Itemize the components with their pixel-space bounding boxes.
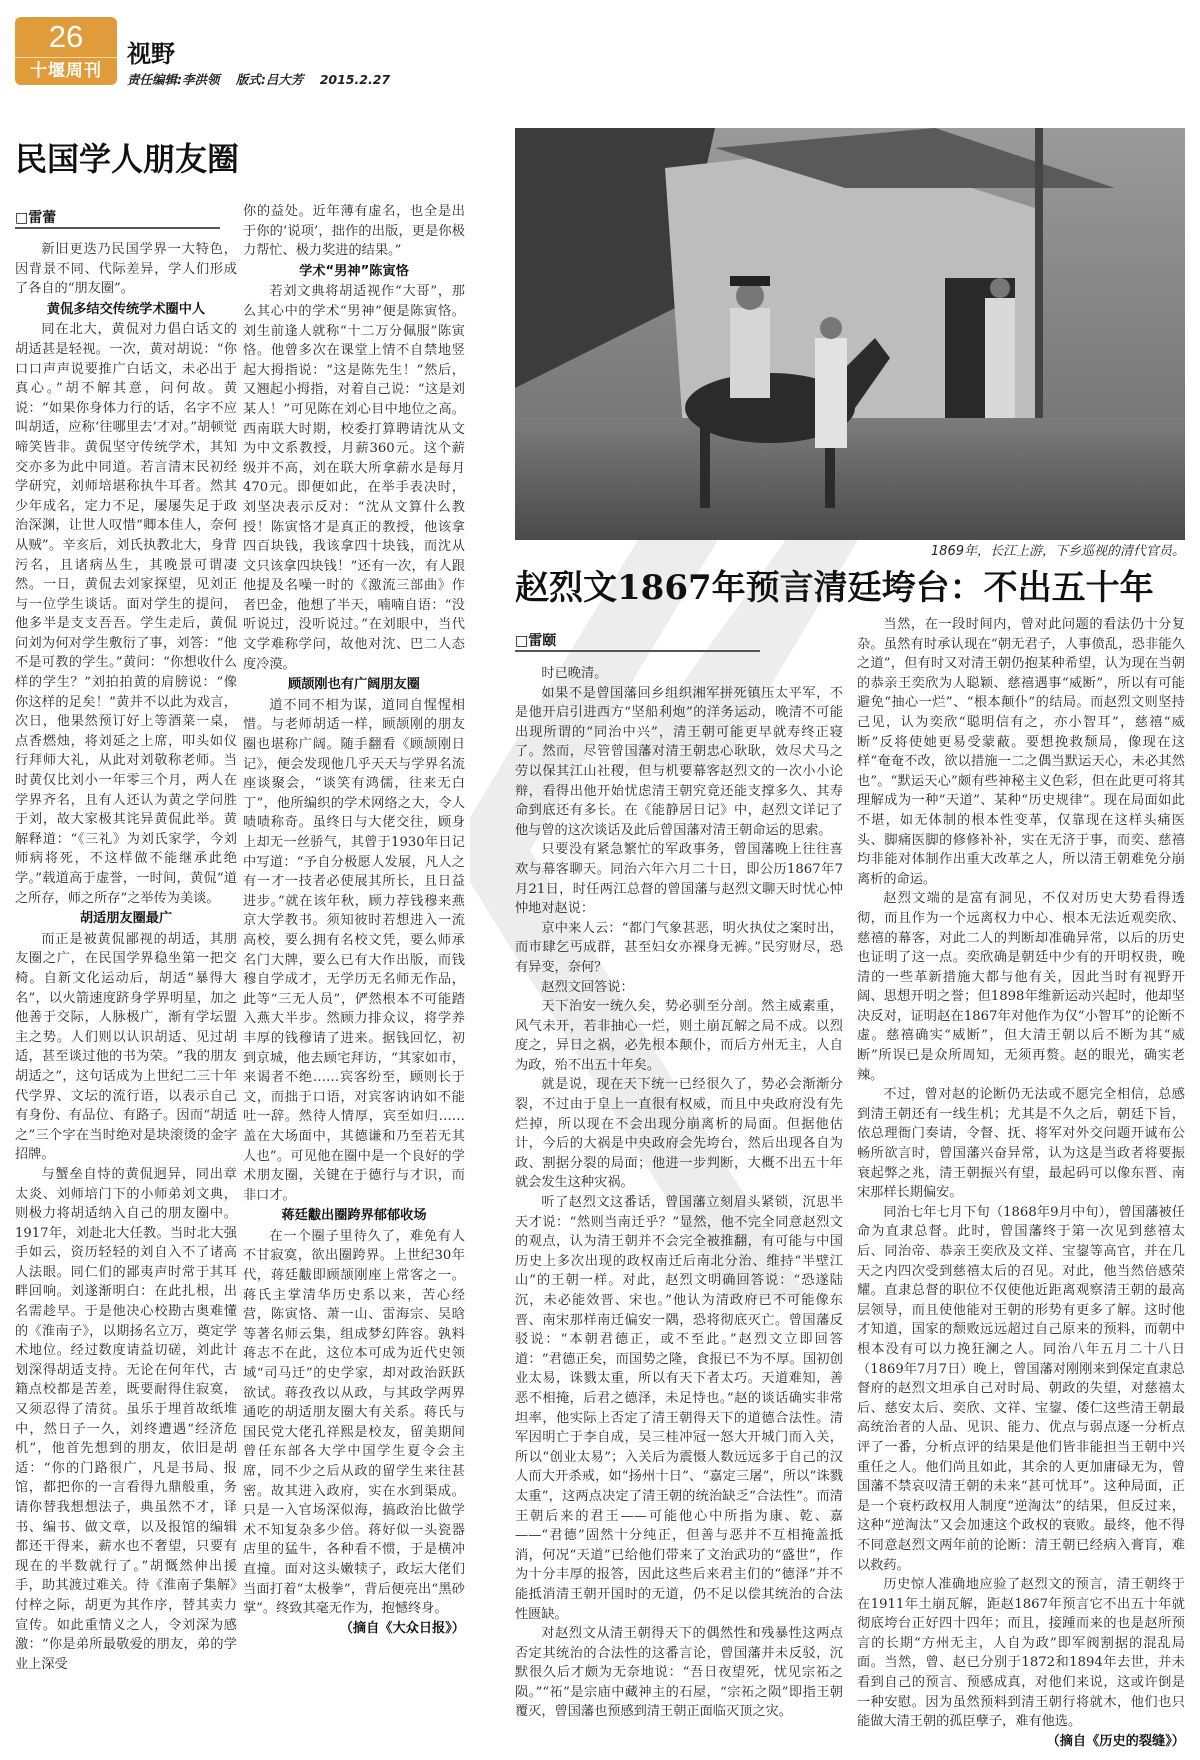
layout-designer: 版式:吕大芳	[235, 72, 304, 87]
paragraph: 只要没有紧急繁忙的军政事务，曾国藩晚上往往喜欢与幕客聊天。同治六年六月二十日，即公历1867年7月21日，时任两江总督的曾国藩与赵烈文聊天时忧心忡忡地对赵说：	[515, 842, 843, 917]
page-number-badge	[15, 17, 117, 85]
paragraph: 天下治安一统久矣，势必驯至分剖。然主威素重，风气未开，若非抽心一烂，则土崩瓦解之局不成。以烈度之，异日之祸，必先根本颠仆，而后方州无主，人自为政，殆不出五十年矣。	[515, 999, 843, 1073]
publication-name: 十堰周刊	[30, 61, 102, 81]
editor-credits	[127, 70, 402, 88]
byline-rule	[515, 650, 760, 652]
subheading: 学术“男神”陈寅恪	[299, 263, 409, 279]
photo-caption: 1869年，长江上游，下乡巡视的清代官员。	[930, 544, 1185, 559]
paragraph: 历史惊人准确地应验了赵烈文的预言，清王朝终于在1911年土崩瓦解，距赵1867年预言它不出五十年就彻底垮台正好四十四年；而且，接踵而来的也是赵所预言的长期“方州无主，人自为政”即军阀割据的混乱局面。当然，曾、赵已分别于1872和1894年去世，并未看到自己的预言、预感成真，对他们来说，这或许倒是一种安慰。因为虽然预料到清王朝行将就木，他们也只能做大清王朝的孤臣孽子，难有他选。	[857, 1577, 1185, 1730]
paragraph: 若刘文典将胡适视作“大哥”，那么其心中的学术“男神”便是陈寅恪。刘生前逢人就称“十二万分佩服”陈寅恪。他曾多次在课堂上情不自禁地竖起大拇指说：“这是陈先生！”然后，又翘起小拇指，对着自己说：“这是刘某人！”可见陈在刘心目中地位之高。西南联大时期，校委打算聘请沈从文为中文系教授，月薪360元。这个薪级并不高，刘在联大所拿薪水是每月470元。即便如此，在举手表决时，刘坚决表示反对：“沈从文算什么教授！陈寅恪才是真正的教授，他该拿四百块钱，我该拿四十块钱，而沈从文只该拿四块钱！”还有一次，有人跟他提及名噪一时的《激流三部曲》作者巴金，他想了半天，喃喃自语：“没听说过，没听说过。”在刘眼中，当代文学难称学问，故他对沈、巴二人态度冷漠。	[243, 284, 465, 672]
paragraph: 而正是被黄侃鄙视的胡适，其朋友圈之广，在民国学界稳坐第一把交椅。自新文化运动后，胡适“暴得大名”，以火箭速度跻身学界明星，加之他善于交际，人脉极广，渐有学坛盟主之势。人们则以认识胡适、见过胡适，甚至谈过他的书为荣。“我的朋友胡适之”，这句话成为上世纪二三十年代学界、文坛的流行语，以表示自己有身份、有品位、有路子。因而“胡适之”三个字在当时绝对是块滚烫的金字招牌。	[15, 931, 237, 1163]
paragraph: 道不同不相为谋，道同自惺惺相惜。与老师胡适一样，顾颉刚的朋友圈也堪称广阔。随手翻看《顾颉刚日记》，便会发现他几乎天天与学界名流座谈聚会，“谈笑有鸿儒，往来无白丁”，他所编织的学术网络之大，令人啧啧称奇。虽终日与大佬交往，顾身上却无一丝骄气，其曾于1930年日记中写道：“予自分极愿人发展，凡人之有一才一技者必使展其所长，且日益进步。”就在该年秋，顾力荐钱穆来燕京大学教书。须知彼时若想进入一流高校，要么拥有名校文凭，要么师承名门大牌，要么已有大作出版，而钱穆自学成才，无学历无名师无作品，此等“三无人员”，俨然根本不可能踏入燕大半步。然顾力排众议，将学养丰厚的钱穆请了进来。据钱回忆，初到京城，他去顾宅拜访，“其家如市，来谒者不绝……宾客纷至，顾则长于文，而拙于口语，对宾客讷讷如不能吐一辞。然待人情厚，宾至如归……盖在大场面中，其德谦和乃至若无其人也”。可见他在圈中是一个良好的学术朋友圈，关键在于德行与才识，而非口才。	[243, 697, 465, 1203]
byline-rule	[15, 227, 220, 229]
badge-divider	[15, 57, 117, 58]
editor: 责任编辑:李洪领	[127, 72, 220, 87]
paragraph: 在一个圈子里待久了，难免有人不甘寂寞，欲出圈跨界。上世纪30年代，蒋廷黻即顾颉刚座上常客之一。蒋氏主掌清华历史系以来，苦心经营，陈寅恪、萧一山、雷海宗、吴晗等著名师云集，组成梦幻阵容。孰料蒋志不在此，这位本可成为近代史领域“司马迁”的史学家，却对政治跃跃欲试。蒋孜孜以从政，与其政学两界通吃的胡适朋友圈大有关系。蒋氏与国民党大佬孔祥熙是校友，留美期间曾任东部各大学中国学生夏令会主席，同不少之后从政的留学生来往甚密。故其进入政府，实在水到渠成。只是一入官场深似海，搞政治比做学术不知复杂多少倍。蒋好似一头瓷器店里的猛牛，各种看不惯，于是横冲直撞。面对这头嫩犊子，政坛大佬们当面打着“太极拳”，背后便亮出“黑砂掌”。终致其毫无作为，抱憾终身。	[243, 1228, 465, 1617]
paragraph: 与蟹垒自恃的黄侃迥异，同出章太炎、刘师培门下的小师弟刘文典，则极力将胡适纳入自己的朋友圈中。1917年，刘赴北大任教。当时北大强手如云，资历轻轻的刘自入不了诸高人法眼。同仁们的鄙夷声时常于其耳畔回响。刘遂渐明白：在此扎根，出名需趁早。于是他决心校勘古奥难懂的《淮南子》，以期扬名立万，奠定学术地位。经过数度请益切磋，刘此计划深得胡适支持。无论在何年代，古籍点校都是苦差，既要耐得住寂寞，又须忍得了清贫。虽乐于埋首故纸堆中，然日子一久，刘终遭遇“经济危机”，他首先想到的朋友，依旧是胡适：“你的门路很广，凡是书局、报馆，都把你的一言看得九鼎般重，务请你替我想想法子，典虽然不才，译书、编书、做文章，以及报馆的编辑都还干得来，薪水也不奢望，只要有现在的半数就行了。”胡慨然伸出援手，助其渡过难关。待《淮南子集解》付梓之际，胡更为其作序，替其卖力宣传。如此重情义之人，令刘深为感激：“你是弟所最敬爱的朋友，弟的学业上深受	[15, 1166, 237, 1672]
paragraph: 当然，在一段时间内，曾对此问题的看法仍十分复杂。虽然有时承认现在“朝无君子，人事偾乱，恐非能久之道”，但有时又对清王朝仍抱某种希望，认为现在当朝的恭亲王奕欣为人聪颖、慈禧遇事“威断”，所以有可能避免“抽心一烂”、“根本颠仆”的结局。而赵烈文则坚持己见，认为奕欣“聪明信有之，亦小智耳”，慈禧“威断”反将使她更易受蒙蔽。要想挽救颓局，像现在这样“奄奄不改，欲以措施一二之偶当默运天心，未必其然也”。“默运天心”颇有些神秘主义色彩，但在此更可将其理解成为一种“天道”、某种“历史规律”。现在局面如此不堪，如无体制的根本性变革，仅靠现在这样头痛医头、脚痛医脚的修修补补，实在无济于事，而奕、慈禧均非能对体制作出重大改革之人，所以清王朝难免分崩离析的命运。	[857, 617, 1185, 887]
article1-column-1	[15, 240, 237, 1755]
article2-column-2	[857, 615, 1185, 1755]
source-attribution: （摘自《历史的裂缝》）	[1046, 1733, 1185, 1749]
article2-headline: 赵烈文1867年预言清廷垮台：不出五十年	[515, 568, 1154, 608]
paragraph: 赵烈文端的是富有洞见，不仅对历史大势看得透彻，而且作为一个远离权力中心、根本无法近观奕欣、慈禧的幕客，对此二人的判断却准确异常，以后的历史也证明了这一点。奕欣确是朝廷中少有的开明权贵，晚清的一些革新措施大都与他有关，因此当时有视野开阔、思想开明之誉；但1898年维新运动兴起时，他却坚决反对，证明赵在1867年对他作为仅“小智耳”的论断不虚。慈禧确实“威断”，但大清王朝以后不断为其“威断”所误已是众所周知，无须再赘。赵的眼光，确实老辣。	[857, 891, 1185, 1083]
article1-byline: □雷蕾	[15, 210, 57, 226]
paragraph: 赵烈文回答说：	[541, 979, 634, 995]
paragraph: 对赵烈文从清王朝得天下的偶然性和残暴性这两点否定其统治的合法性的这番言论，曾国藩并未反驳，沉默很久后才颇为无奈地说：“吾日夜望死，忧见宗祏之陨。”“祏”是宗庙中藏神主的石屋，“宗祏之陨”即指王朝覆灭，曾国藩也预感到清王朝正面临灭顶之灾。	[515, 1626, 843, 1720]
paragraph: 听了赵烈文这番话，曾国藩立刻眉头紧锁，沉思半天才说：“然则当南迁乎？”显然，他不完全同意赵烈文的观点，认为清王朝并不会完全被推翻，有可能与中国历史上多次出现的政权南迁后南北分治、维持“半壁江山”的王朝一样。对此，赵烈文明确回答说：“恐遂陆沉，未必能效晋、宋也。”他认为清政府已不可能像东晋、南宋那样南迁偏安一隅，恐将彻底灭亡。曾国藩反驳说：“本朝君德正，或不至此。”赵烈文立即回答道：“君德正矣，而国势之隆，食报已不为不厚。国初创业太易，诛戮太重，所以有天下者太巧。天道难知，善恶不相掩，后君之德泽，未足恃也。”赵的谈话确实非常坦率，他实际上否定了清王朝得天下的道德合法性。清军因明亡于李自成，吴三桂冲冠一怒大开城门而入关，所以“创业太易”；入关后为震慑人数远远多于自己的汉人而大开杀戒，如“扬州十日”、“嘉定三屠”，所以“诛戮太重”，这两点决定了清王朝的统治缺乏“合法性”。而清王朝后来的君王——可能他心中所指为康、乾、嘉——“君德”固然十分纯正，但善与恶并不互相掩盖抵消，何况“天道”已给他们带来了文治武功的“盛世”，作为十分丰厚的报答，因此这些后来君主们的“德泽”并不能抵消清王朝开国时的无道，仍不足以偿其统治的合法性匮缺。	[515, 1195, 843, 1622]
photo-qing-official-on-horse	[515, 128, 1185, 540]
article2-column-1	[515, 664, 843, 1755]
page-number: 26	[48, 19, 84, 54]
subheading: 胡适朋友圈最广	[79, 911, 173, 927]
article2-byline: □雷颐	[515, 633, 557, 649]
paragraph: 同治七年七月下旬（1868年9月中旬），曾国藩被任命为直隶总督。此时，曾国藩终于第一次见到慈禧太后、同治帝、恭亲王奕欣及文祥、宝鋆等高官，并在几天之内四次受到慈禧太后的召见。对此，他当然倍感荣耀。直隶总督的职位不仅使他近距离观察清王朝的最高层领导，而且使他能对王朝的形势有更多了解。这时他才知道，国家的颓败远远超过自己原来的预料，而朝中根本没有可以力挽狂澜之人。同治八年五月二十八日（1869年7月7日）晚上，曾国藩对刚刚来到保定直隶总督府的赵烈文坦承自己对时局、朝政的失望，对慈禧太后、慈安太后、奕欣、文祥、宝鋆、倭仁这些清王朝最高统治者的人品、见识、能力、优点与弱点逐一分析点评了一番，分析点评的结果是他们皆非能担当王朝中兴重任之人。他们尚且如此，其余的人更加庸碌无为，曾国藩不禁哀叹清王朝的未来“甚可忧耳”。这种局面，正是一个衰朽政权用人制度“逆淘汰”的结果，但反过来，这种“逆淘汰”又会加速这个政权的衰败。最终，他不得不同意赵烈文两年前的论断：清王朝已经病入膏肓，难以救药。	[857, 1204, 1185, 1573]
paragraph: 新旧更迭乃民国学界一大特色，因背景不同、代际差异，学人们形成了各自的“朋友圈”。	[15, 242, 237, 297]
paragraph: 不过，曾对赵的论断仍无法或不愿完全相信，总感到清王朝还有一线生机；尤其是不久之后，朝廷下旨，依总理衙门奏请，令督、抚、将军对外交问题开诚布公畅所欲言时，曾国藩兴奋异常，认为这是当政者将要振衰起弊之兆，清王朝振兴有望，最起码可以像东晋、南宋那样长期偏安。	[857, 1087, 1185, 1201]
historical-photo	[515, 128, 1185, 540]
article1-column-2	[243, 202, 465, 1755]
article1-headline: 民国学人朋友圈	[15, 140, 240, 178]
paragraph: 你的益处。近年薄有虚名，也全是出于你的‘说项’，拙作的出版，更是你极力帮忙、极力奖进的结果。”	[243, 204, 465, 259]
issue-date: 2015.2.27	[319, 72, 391, 87]
paragraph: 时已晚清。	[541, 666, 608, 681]
paragraph: 就是说，现在天下统一已经很久了，势必会渐渐分裂，不过由于皇上一直很有权威，而且中央政府没有先烂掉，所以现在不会出现分崩离析的局面。但据他估计，今后的大祸是中央政府会先垮台，然后出现各自为政、割据分裂的局面；他进一步判断，大概不出五十年就会发生这种灾祸。	[515, 1077, 843, 1191]
paragraph: 同在北大，黄侃对力倡白话文的胡适甚是轻视。一次，黄对胡说：“你口口声声说要推广白话文，未必出于真心。”胡不解其意，问何故。黄说：“如果你身体力行的话，名字不应叫胡适，应称‘往哪里去’才对。”胡顿觉啼笑皆非。黄侃坚守传统学术，其知交亦多为此中同道。若言清末民初经学研究，刘师培堪称执牛耳者。然其少年成名，定力不足，屡屡失足于政治深渊，让世人叹惜“卿本佳人，奈何从贼”。辛亥后，刘氏执教北大，身背污名，且诸病丛生，其晚景可谓凄然。一日，黄侃去刘家探望，见刘正与一位学生谈话。面对学生的提问，他多半是支支吾吾。学生走后，黄侃问刘为何对学生敷衍了事，刘答：“他不是可教的学生。”黄问：“你想收什么样的学生？”刘拍拍黄的肩膀说：“像你这样的足矣！”黄并不以此为戏言，次日，他果然预订好上等酒菜一桌，点香燃烛，将刘延之上席，叩头如仪行拜师大礼，从此对刘敬称老师。当时黄仅比刘小一年零三个月，两人在学界齐名，且有人还认为黄之学问胜于刘，故大家极其诧异黄侃此举。黄解释道：“《三礼》为刘氏家学，今刘师病将死，不这样做不能继承此绝学。”载道高于虚誉，一时间，黄侃“道之所存，师之所存”之举传为美谈。	[15, 322, 237, 906]
subheading: 顾颉刚也有广阔朋友圈	[288, 677, 420, 693]
paragraph: 京中来人云：“都门气象甚恶，明火执仗之案时出，而市肆乞丐成群，甚至妇女亦裸身无裤。”民穷财尽，恐有异变，奈何？	[515, 920, 843, 975]
subheading: 蒋廷黻出圈跨界郁郁收场	[281, 1208, 427, 1224]
paragraph: 如果不是曾国藩回乡组织湘军拼死镇压太平军，不是他开启引进西方“坚船利炮”的洋务运动，晚清不可能出现所谓的“同治中兴”，清王朝可能更早就寿终正寝了。然而，尽管曾国藩对清王朝忠心耿耿，效尽犬马之劳以保其江山社稷，但与机要幕客赵烈文的一次小小论辩，看得出他开始忧虑清王朝究竟还能支撑多久、其寿命到底还有多长。在《能静居日记》中，赵烈文详记了他与曾的这次谈话及此后曾国藩对清王朝命运的思索。	[515, 685, 843, 838]
source-attribution: （摘自《大众日报》）	[339, 1620, 465, 1636]
subheading: 黄侃多结交传统学术圈中人	[46, 301, 206, 317]
section-title: 视野	[127, 39, 175, 68]
